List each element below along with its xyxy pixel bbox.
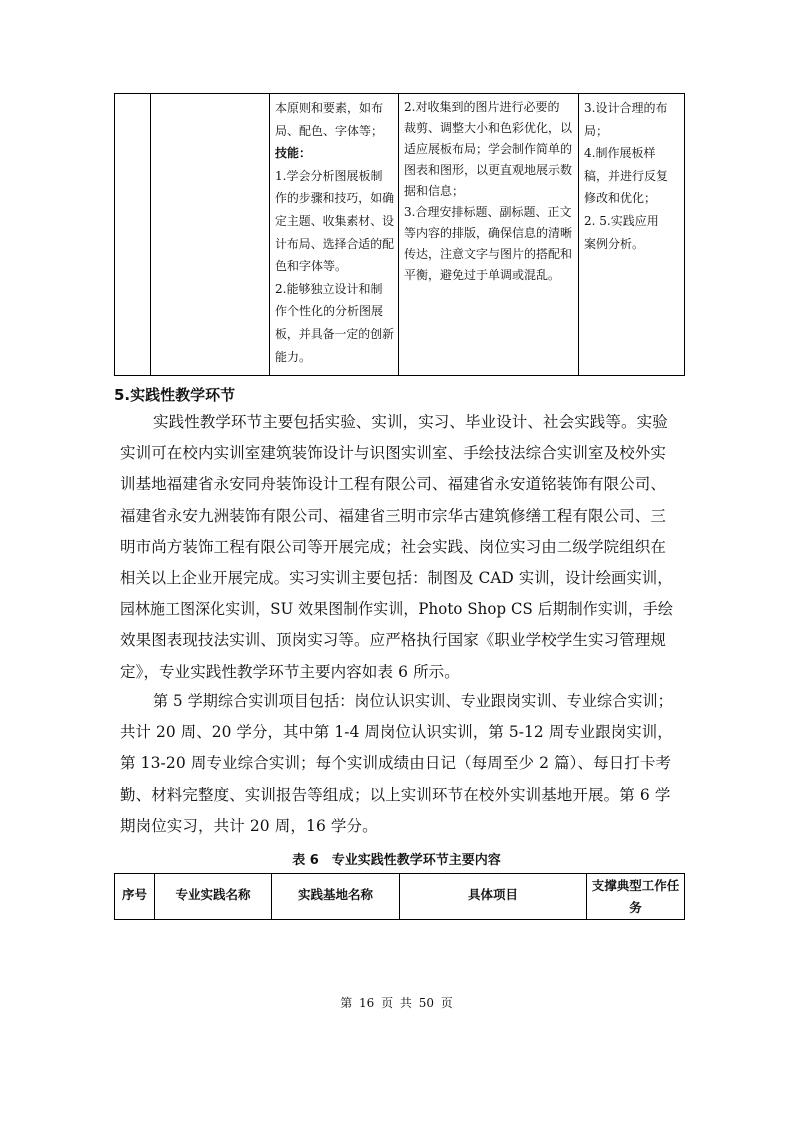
cell-text-line: 2. 5.实践应用 [584, 213, 659, 228]
cell-text-line: 等内容的排版，确保信息的清晰 [404, 226, 573, 240]
table-cell-empty-2 [151, 94, 270, 376]
cell-text-line: 裁剪、调整大小和色彩优化，以 [404, 121, 573, 135]
section-heading: 5.实践性教学环节 [114, 386, 236, 404]
practice-table [114, 873, 685, 920]
cell-text-line: 稿，并进行反复 [584, 168, 669, 183]
table-cell-requirements [270, 94, 399, 376]
table-cell-content [399, 94, 579, 376]
cell-text-line: 作的步骤和技巧，如确 [275, 191, 395, 206]
paragraph-line: 福建省永安九洲装饰有限公司、福建省三明市宗华古建筑修缮工程有限公司、三 [120, 506, 667, 525]
cell-text-line: 本原则和要素，如布 [275, 101, 384, 115]
cell-text-line: 传达，注意文字与图片的搭配和 [404, 247, 573, 261]
paragraph-line: 实践性教学环节主要包括实验、实训，实习、毕业设计、社会实践等。实验 [153, 413, 668, 431]
header-supported-tasks: 支撑典型工作任务 [587, 874, 685, 920]
paragraph-line: 明市尚方装饰工程有限公司等开展完成；社会实践、岗位实习由二级学院组织在 [120, 537, 667, 556]
header-index: 序号 [115, 874, 155, 920]
cell-text-line: 1.学会分析图展板制 [275, 168, 383, 183]
cell-text-line: 计布局、选择合适的配 [275, 236, 395, 251]
cell-text-line: 2.能够独立设计和制 [275, 281, 383, 296]
header-base-name: 实践基地名称 [272, 874, 400, 920]
cell-text-line: 能力。 [275, 349, 312, 364]
cell-text-line: 2.对收集到的图片进行必要的 [404, 100, 560, 114]
cell-text-line: 修改和优化； [584, 191, 657, 206]
cell-text-line: 据和信息； [404, 184, 465, 198]
table-cell-tasks [579, 94, 685, 376]
cell-text-line: 板，并具备一定的创新 [275, 326, 395, 341]
paragraph-line: 期岗位实习，共计 20 周，16 学分。 [120, 816, 378, 835]
cell-text-line: 作个性化的分析图展 [275, 304, 384, 319]
paragraph-line: 第 5 学期综合实训项目包括：岗位认识实训、专业跟岗实训、专业综合实训； [153, 692, 673, 710]
cell-text-line: 4.制作展板样 [584, 146, 656, 161]
paragraph-line: 训基地福建省永安同舟装饰设计工程有限公司、福建省永安道铭装饰有限公司、 [120, 475, 667, 494]
paragraph-line: 定》，专业实践性教学环节主要内容如表 6 所示。 [120, 662, 460, 681]
header-project: 具体项目 [400, 874, 587, 920]
paragraph-line: 相关以上企业开展完成。实习实训主要包括：制图及 CAD 实训，设计绘画实训， [120, 569, 673, 587]
cell-text-line: 平衡，避免过于单调或混乱。 [404, 268, 561, 282]
paragraph-line: 园林施工图深化实训，SU 效果图制作实训，Photo Shop CS 后期制作实训，手绘 [120, 600, 673, 619]
cell-text-line: 色和字体等。 [275, 259, 348, 274]
cell-text-line: 局； [584, 123, 609, 138]
paragraph-line: 第 13-20 周专业综合实训；每个实训成绩由日记（每周至少 2 篇）、每日打卡考 [120, 754, 672, 773]
table-cell-empty-1 [115, 94, 151, 376]
cell-text-line: 局、配色、字体等； [275, 123, 384, 138]
cell-text-line: 适应展板布局；学会制作简单的 [404, 142, 573, 156]
cell-text-line: 3.合理安排标题、副标题、正文 [404, 205, 572, 219]
table-caption: 表 6 专业实践性教学环节主要内容 [292, 853, 501, 868]
paragraph-line: 效果图表现技法实训、顶岗实习等。应严格执行国家《职业学校学生实习管理规 [120, 631, 667, 650]
cell-text-line: 定主题、收集素材、设 [275, 213, 395, 228]
paragraph-line: 共计 20 周、20 学分，其中第 1-4 周岗位认识实训，第 5-12 周专业跟岗实训， [120, 723, 673, 742]
paragraph-line: 勤、材料完整度、实训报告等组成；以上实训环节在校外实训基地开展。第 6 学 [120, 785, 671, 804]
cell-text-line: 3.设计合理的布 [584, 101, 668, 115]
header-practice-name: 专业实践名称 [155, 874, 272, 920]
course-content-table-continued [114, 93, 685, 376]
cell-text-line: 案例分析。 [584, 236, 645, 251]
cell-text-line: 技能： [275, 146, 312, 161]
page-footer: 第 16 页 共 50 页 [340, 996, 453, 1010]
paragraph-line: 实训可在校内实训室建筑装饰设计与识图实训室、手绘技法综合实训室及校外实 [120, 444, 667, 463]
cell-text-line: 图表和图形，以更直观地展示数 [404, 163, 573, 177]
